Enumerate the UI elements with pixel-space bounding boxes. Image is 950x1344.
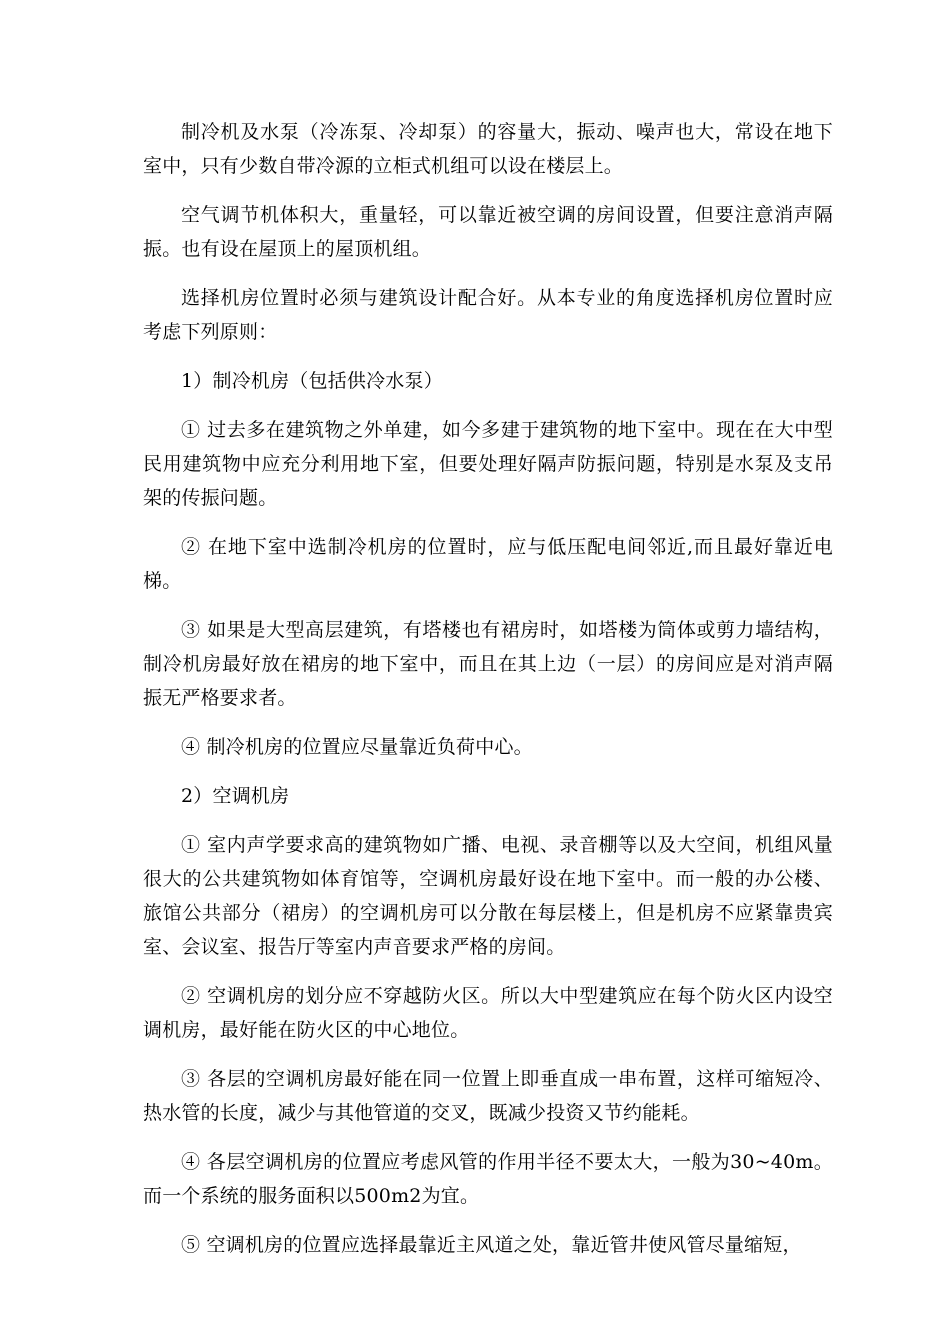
list-item-chiller-4: ④ 制冷机房的位置应尽量靠近负荷中心。 <box>181 736 533 758</box>
paragraph-selection-principles: 选择机房位置时必须与建筑设计配合好。从本专业的角度选择机房位置时应考虑下列原则： <box>143 287 833 343</box>
list-item-ac-1: ① 室内声学要求高的建筑物如广播、电视、录音棚等以及大空间，机组风量很大的公共建筑物如体育馆等，空调机房最好设在地下室中。而一般的办公楼、旅馆公共部分（裙房）的空调机房可以分散在每层楼上，但是机房不应紧靠贵宾室、会议室、报告厅等室内声音要求严格的房间。 <box>143 834 833 958</box>
document-body <box>143 115 833 1277</box>
list-item-ac-3: ③ 各层的空调机房最好能在同一位置上即垂直成一串布置，这样可缩短冷、热水管的长度，减少与其他管道的交叉，既减少投资又节约能耗。 <box>143 1068 833 1124</box>
heading-chiller-room: 1）制冷机房（包括供冷水泵） <box>181 370 443 392</box>
heading-ac-room: 2）空调机房 <box>181 785 290 807</box>
list-item-chiller-2: ② 在地下室中选制冷机房的位置时，应与低压配电间邻近,而且最好靠近电梯。 <box>143 536 833 592</box>
list-item-ac-2: ② 空调机房的划分应不穿越防火区。所以大中型建筑应在每个防火区内设空调机房，最好能在防火区的中心地位。 <box>143 985 833 1041</box>
list-item-ac-4: ④ 各层空调机房的位置应考虑风管的作用半径不要太大，一般为30~40m。而一个系统的服务面积以500m2为宜。 <box>143 1151 833 1207</box>
list-item-chiller-1: ① 过去多在建筑物之外单建，如今多建于建筑物的地下室中。现在在大中型民用建筑物中应充分利用地下室，但要处理好隔声防振问题，特别是水泵及支吊架的传振问题。 <box>143 419 833 509</box>
list-item-chiller-3: ③ 如果是大型高层建筑，有塔楼也有裙房时，如塔楼为筒体或剪力墙结构，制冷机房最好放在裙房的地下室中，而且在其上边（一层）的房间应是对消声隔振无严格要求者。 <box>143 619 833 709</box>
paragraph-air-handler-location: 空气调节机体积大，重量轻，可以靠近被空调的房间设置，但要注意消声隔振。也有设在屋顶上的屋顶机组。 <box>143 204 833 260</box>
paragraph-chiller-pump-location: 制冷机及水泵（冷冻泵、冷却泵）的容量大，振动、噪声也大，常设在地下室中，只有少数自带冷源的立柜式机组可以设在楼层上。 <box>143 121 833 177</box>
list-item-ac-5: ⑤ 空调机房的位置应选择最靠近主风道之处，靠近管井使风管尽量缩短， <box>181 1234 802 1256</box>
